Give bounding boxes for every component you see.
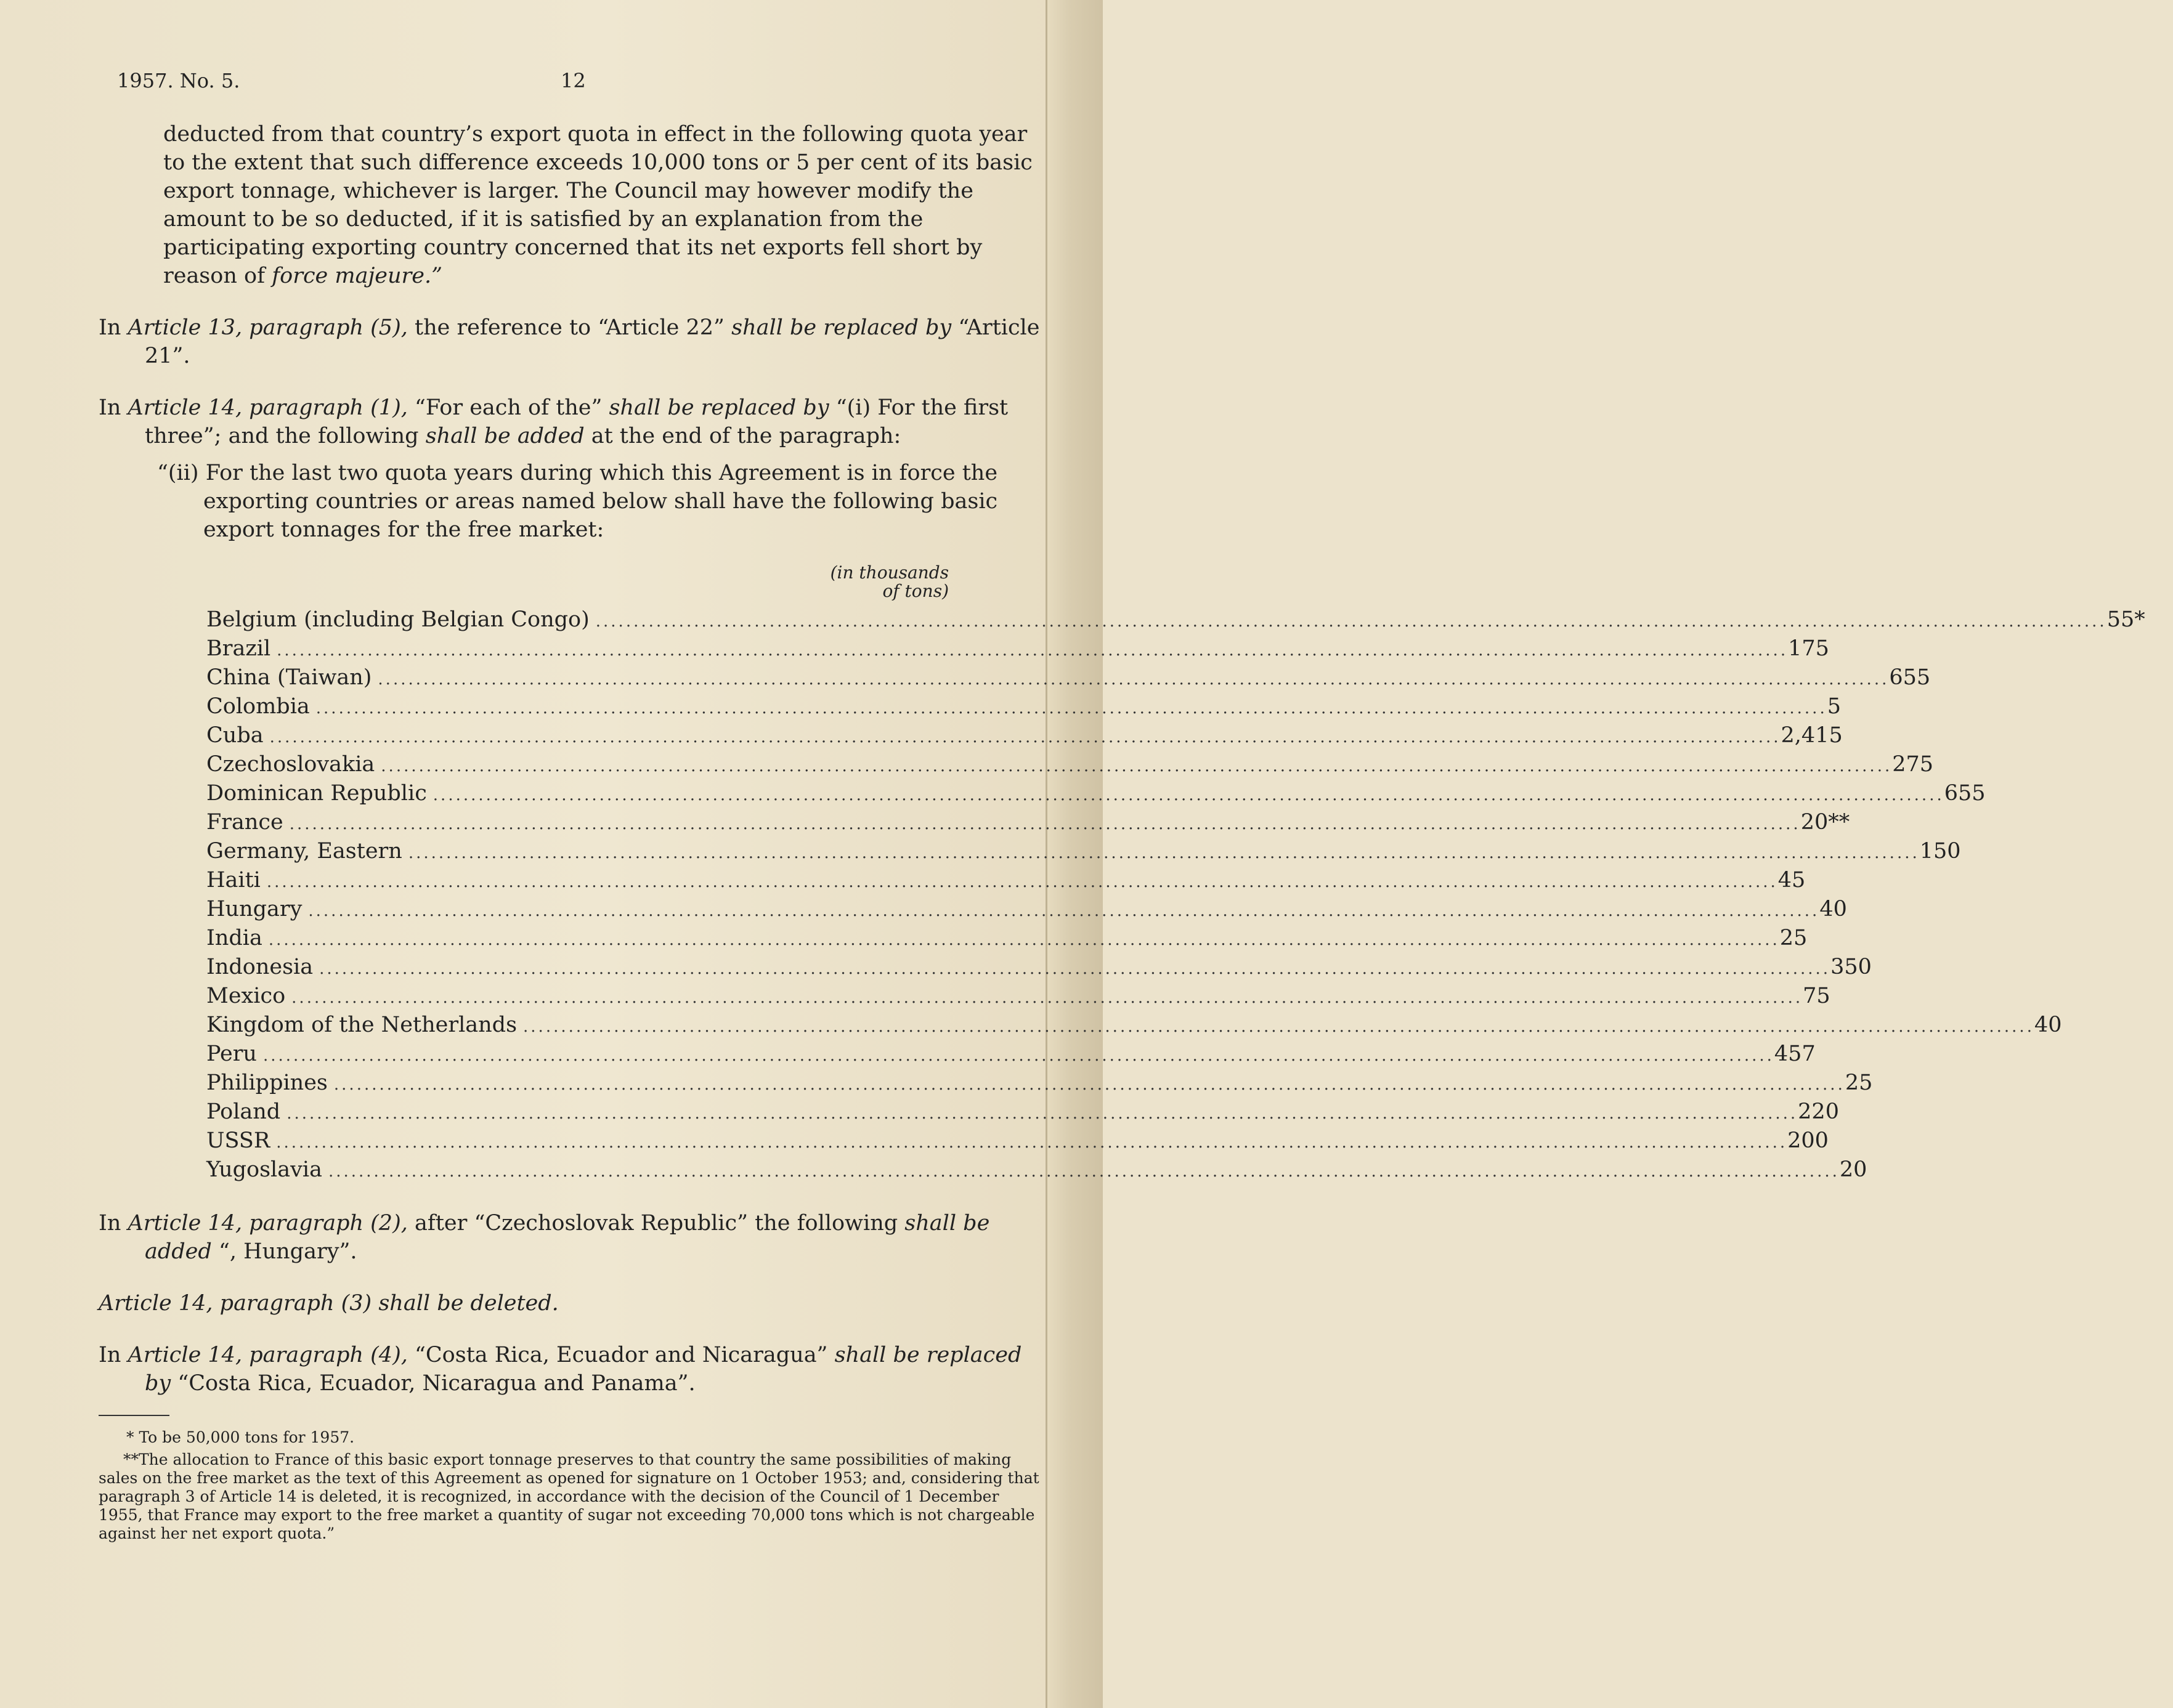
dot-leader: ........................................................................................................................................................................................................: [268, 931, 1780, 949]
art14-4-text-2: “Costa Rica, Ecuador and Nicaragua”: [415, 1343, 828, 1367]
art14-1-emphasis-2: shall be added: [425, 424, 585, 448]
page-number: 12: [561, 69, 586, 92]
table-row: [206, 605, 2145, 634]
country-name: Yugoslavia: [206, 1157, 322, 1182]
country-name: India: [206, 926, 262, 950]
art13-emphasis: shall be replaced by: [731, 315, 952, 340]
tonnage-value: 40: [2034, 1013, 2062, 1037]
country-name: Haiti: [206, 868, 261, 892]
tonnage-value: 55*: [2106, 607, 2145, 632]
art14-3-text: Article 14, paragraph (3) shall be deleted.: [99, 1291, 559, 1316]
country-name: Germany, Eastern: [206, 839, 402, 864]
art13-reference: Article 13, paragraph (5),: [128, 315, 408, 340]
art14-4-text-3: “Costa Rica, Ecuador, Nicaragua and Panama”.: [177, 1371, 696, 1396]
tonnage-value: 45: [1777, 868, 1806, 892]
art13-text-3: “Article 21”.: [145, 315, 1040, 368]
country-name: Belgium (including Belgian Congo): [206, 607, 590, 632]
tonnage-value: 457: [1774, 1042, 1816, 1066]
country-name: Indonesia: [206, 955, 314, 979]
table-row: [206, 779, 1986, 808]
tonnage-value: 75: [1803, 984, 1830, 1008]
table-row: [206, 1156, 1867, 1184]
table-row: [206, 1069, 1873, 1098]
dot-leader: ........................................................................................................................................................................................................: [262, 1046, 1774, 1065]
country-name: Philippines: [206, 1071, 328, 1095]
article-14-1-paragraph: [99, 394, 1041, 450]
tonnage-table: [206, 562, 2145, 1184]
tonnage-value: 20: [1839, 1157, 1867, 1182]
country-name: Peru: [206, 1042, 257, 1066]
tonnage-value: 25: [1845, 1071, 1873, 1095]
dot-leader: ........................................................................................................................................................................................................: [289, 815, 1801, 833]
intro-paragraph: [99, 120, 1041, 290]
art14-1-emphasis-1: shall be replaced by: [609, 395, 829, 420]
country-name: Brazil: [206, 636, 271, 661]
art13-text-2: the reference to “Article 22”: [415, 315, 725, 340]
unit-line-1: (in thousands: [830, 562, 949, 583]
dot-leader: ........................................................................................................................................................................................................: [269, 728, 1781, 747]
footnote-2: **The allocation to France of this basic export tonnage preserves to that country the same possibilities of making sales on the free market as the text of this Agreement as opened for signature on 1 October 1953; and, considering that paragraph 3 of Article 14 is deleted, it is recognized, in accordance with the decision of the Council of 1 December 1955, that France may export to the free market a quantity of sugar not exceeding 70,000 tons which is not chargeable against her net export quota.”: [99, 1451, 1039, 1542]
dot-leader: ........................................................................................................................................................................................................: [333, 1075, 1845, 1094]
table-row: [206, 924, 1808, 953]
tonnage-value: 40: [1819, 897, 1847, 921]
country-name: Colombia: [206, 694, 310, 719]
table-row: [206, 982, 1830, 1011]
art14-1-text-4: at the end of the paragraph:: [591, 424, 901, 448]
table-row: [206, 721, 1843, 750]
footnote-1: * To be 50,000 tons for 1957.: [126, 1428, 355, 1446]
tonnage-value: 2,415: [1781, 723, 1843, 748]
tonnage-value: 350: [1830, 955, 1872, 979]
table-row: [206, 663, 1931, 692]
article-13-paragraph: [99, 314, 1041, 370]
dot-leader: ........................................................................................................................................................................................................: [328, 1162, 1840, 1181]
country-name: Cuba: [206, 723, 264, 748]
article-14-4-paragraph: [99, 1341, 1041, 1398]
dot-leader: ........................................................................................................................................................................................................: [319, 960, 1831, 978]
intro-emphasis: force majeure.”: [272, 264, 443, 288]
unit-line-2: of tons): [882, 581, 949, 601]
table-row: [206, 808, 1850, 837]
tonnage-value: 25: [1779, 926, 1808, 950]
country-name: Dominican Republic: [206, 781, 427, 806]
tonnage-value: 655: [1944, 781, 1986, 806]
dot-leader: ........................................................................................................................................................................................................: [381, 757, 1893, 775]
dot-leader: ........................................................................................................................................................................................................: [276, 1133, 1788, 1152]
tonnage-value: 5: [1827, 694, 1841, 719]
intro-text: deducted from that country’s export quota in effect in the following quota year to the extent that such difference exceeds 10,000 tons or 5 per cent of its basic export tonnage, whichever is larger. The Council may however modify the amount to be so deducted, if it is satisfied by an explanation from the participating exporting country concerned that its net exports fell short by reason of: [163, 122, 1033, 288]
art14-2-reference: Article 14, paragraph (2),: [128, 1211, 408, 1236]
dot-leader: ........................................................................................................................................................................................................: [291, 989, 1803, 1007]
country-name: Kingdom of the Netherlands: [206, 1013, 518, 1037]
table-row: [206, 953, 1872, 982]
header-reference: 1957. No. 5.: [117, 69, 240, 92]
country-name: China (Taiwan): [206, 665, 372, 690]
art14-1-text-2: “For each of the”: [415, 395, 603, 420]
tonnage-value: 200: [1787, 1128, 1829, 1153]
tonnage-value: 275: [1892, 752, 1934, 777]
art14-2-text-2: after “Czechoslovak Republic” the following: [415, 1211, 898, 1236]
art14-2-emphasis: shall be added: [145, 1211, 990, 1264]
country-name: Czechoslovakia: [206, 752, 375, 777]
table-row: [206, 750, 1934, 779]
art14-1-reference: Article 14, paragraph (1),: [128, 395, 408, 420]
table-row: [206, 634, 1829, 663]
table-row: [206, 1127, 1829, 1156]
dot-leader: ........................................................................................................................................................................................................: [378, 670, 1890, 689]
dot-leader: ........................................................................................................................................................................................................: [523, 1018, 2034, 1036]
dot-leader: ........................................................................................................................................................................................................: [595, 612, 2107, 631]
footnote-rule: [99, 1415, 169, 1416]
tonnage-value: 175: [1788, 636, 1829, 661]
country-name: Poland: [206, 1099, 281, 1124]
country-name: France: [206, 810, 283, 835]
dot-leader: ........................................................................................................................................................................................................: [266, 873, 1778, 891]
unit-header: [206, 564, 964, 601]
page-content: [99, 120, 2145, 1547]
sub-clause-ii: “(ii) For the last two quota years during which this Agreement is in force the exporting countries or areas named below shall have the following basic export tonnages for the free market:: [157, 461, 998, 542]
art14-1-text-3: “(i) For the first three”; and the following: [145, 395, 1009, 448]
art14-4-text-1: In: [99, 1343, 121, 1367]
dot-leader: ........................................................................................................................................................................................................: [433, 786, 1944, 804]
art14-4-emphasis: shall be replaced by: [145, 1343, 1022, 1396]
table-body: [206, 605, 2145, 1184]
art14-1-text-1: In: [99, 395, 121, 420]
tonnage-value: 220: [1798, 1099, 1839, 1124]
article-14-3-paragraph: [99, 1289, 1041, 1317]
table-row: [206, 895, 1847, 924]
dot-leader: ........................................................................................................................................................................................................: [277, 641, 1789, 660]
table-row: [206, 1011, 2062, 1040]
art14-2-text-3: “, Hungary”.: [218, 1239, 357, 1264]
dot-leader: ........................................................................................................................................................................................................: [315, 699, 1827, 718]
art14-2-text-1: In: [99, 1211, 121, 1236]
dot-leader: ........................................................................................................................................................................................................: [408, 844, 1920, 862]
dot-leader: ........................................................................................................................................................................................................: [286, 1104, 1798, 1123]
dot-leader: ........................................................................................................................................................................................................: [308, 902, 1820, 920]
article-14-2-paragraph: [99, 1209, 1041, 1266]
tonnage-value: 150: [1919, 839, 1961, 864]
country-name: USSR: [206, 1128, 270, 1153]
art14-4-reference: Article 14, paragraph (4),: [128, 1343, 408, 1367]
table-row: [206, 837, 1961, 866]
table-row: [206, 1098, 1839, 1127]
tonnage-value: 655: [1889, 665, 1931, 690]
table-row: [206, 1040, 1816, 1069]
country-name: Mexico: [206, 984, 286, 1008]
country-name: Hungary: [206, 897, 303, 921]
tonnage-value: 20**: [1800, 810, 1850, 835]
art13-text-1: In: [99, 315, 121, 340]
table-row: [206, 692, 1841, 721]
table-row: [206, 866, 1806, 895]
